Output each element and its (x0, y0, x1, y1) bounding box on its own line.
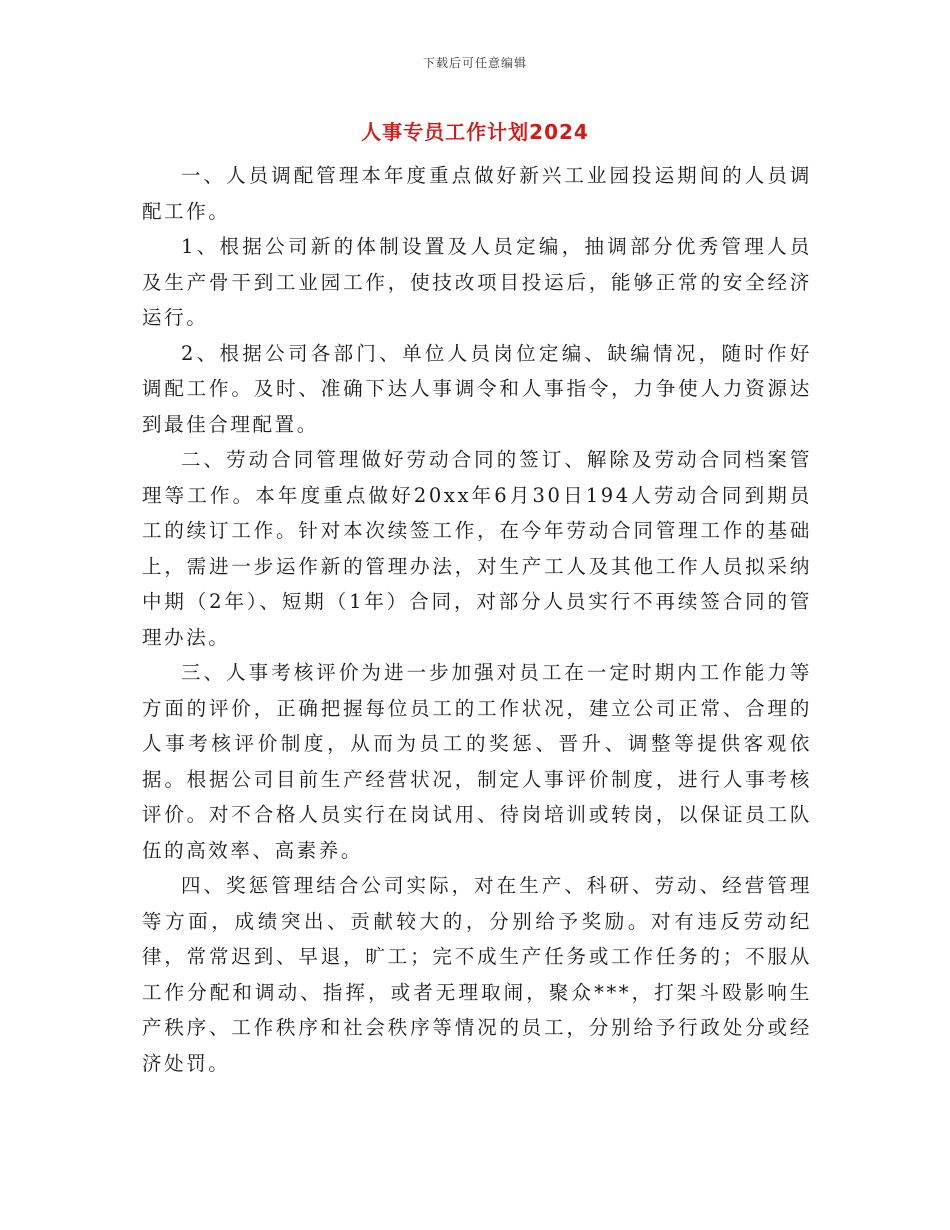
document-title: 人事专员工作计划2024 (361, 120, 589, 144)
header-note: 下载后可任意编辑 (422, 56, 527, 70)
paragraph-personnel-allocation: 一、人员调配管理本年度重点做好新兴工业园投运期间的人员调配工作。 (142, 164, 812, 223)
paragraph-labor-contract: 二、劳动合同管理做好劳动合同的签订、解除及劳动合同档案管理等工作。本年度重点做好20xx年6月30日194人劳动合同到期员工的续订工作。针对本次续签工作，在今年劳动合同管理工作的基础上，需进一步运作新的管理办法，对生产工人及其他工作人员拟采纳中期（2年）、短期（1年）合同，对部分人员实行不再续签合同的管理办法。 (142, 448, 812, 649)
paragraph-rewards-penalties: 四、奖惩管理结合公司实际，对在生产、科研、劳动、经营管理等方面，成绩突出、贡献较大的，分别给予奖励。对有违反劳动纪律，常常迟到、早退，旷工；完不成生产任务或工作任务的；不服从工作分配和调动、指挥，或者无理取闹，聚众***，打架斗殴影响生产秩序、工作秩序和社会秩序等情况的员工，分别给予行政处分或经济处罚。 (142, 874, 812, 1075)
paragraph-personnel-evaluation: 三、人事考核评价为进一步加强对员工在一定时期内工作能力等方面的评价，正确把握每位员工的工作状况，建立公司正常、合理的人事考核评价制度，从而为员工的奖惩、晋升、调整等提供客观依据。根据公司目前生产经营状况，制定人事评价制度，进行人事考核评价。对不合格人员实行在岗试用、待岗培训或转岗，以保证员工队伍的高效率、高素养。 (142, 661, 812, 862)
paragraph-allocation-item-1: 1、根据公司新的体制设置及人员定编，抽调部分优秀管理人员及生产骨干到工业园工作，使技改项目投运后，能够正常的安全经济运行。 (142, 235, 812, 329)
document-body (142, 158, 812, 1081)
paragraph-allocation-item-2: 2、根据公司各部门、单位人员岗位定编、缺编情况，随时作好调配工作。及时、准确下达人事调令和人事指令，力争使人力资源达到最佳合理配置。 (142, 341, 812, 436)
